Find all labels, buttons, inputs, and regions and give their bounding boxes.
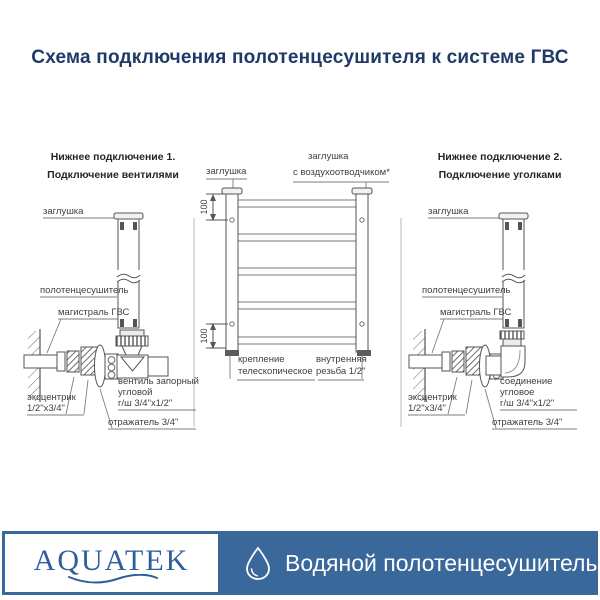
right-header-line1: Нижнее подключение 2.	[437, 151, 563, 163]
right-section-header	[405, 149, 595, 184]
label-eccentric: эксцентрик 1/2"x3/4"	[27, 392, 76, 414]
right-header-line2: Подключение уголками	[438, 168, 562, 181]
label-angle-valve: вентиль запорный угловой г/ш 3/4"x1/2"	[118, 376, 199, 409]
air-vent-cap	[352, 188, 372, 194]
label-hws-main: магистраль ГВС	[58, 307, 130, 318]
label-cap: заглушка	[428, 206, 469, 217]
rail-foot	[225, 350, 239, 356]
water-drop-icon	[244, 546, 272, 580]
dimension-lines	[206, 194, 228, 348]
reflector-cup	[95, 345, 106, 387]
left-header-line1: Нижнее подключение 1.	[50, 151, 176, 163]
label-eccentric: эксцентрик 1/2"x3/4"	[408, 392, 457, 414]
page-title: Схема подключения полотенцесушителя к системе ГВС	[31, 47, 569, 68]
eccentric-fitting	[452, 351, 464, 372]
label-hws-main: магистраль ГВС	[440, 307, 512, 318]
cap	[499, 213, 528, 219]
dimension-100-bottom: 100	[199, 328, 209, 344]
label-cap: заглушка	[43, 206, 84, 217]
supply-pipe	[24, 355, 58, 368]
cap	[222, 188, 242, 194]
valve-handle	[116, 336, 148, 346]
dimension-100-top: 100	[199, 199, 209, 215]
brand-logo-box	[5, 534, 218, 592]
brand-logo-text: AQUATEK	[33, 544, 190, 577]
center-diagram-art	[206, 179, 389, 380]
label-reflector: отражатель 3/4"	[108, 417, 179, 428]
product-title: Водяной полотенцесушитель	[285, 549, 598, 576]
label-inner-thread: внутренняя резьба 1/2"	[316, 354, 367, 377]
label-air-vent-cap-line2: с воздухоотводчиком*	[293, 167, 390, 178]
label-towel-rail: полотенцесушитель	[40, 285, 129, 296]
label-air-vent-cap-line1: заглушка	[308, 151, 349, 162]
left-section-header	[18, 149, 208, 184]
label-cap-left: заглушка	[206, 166, 247, 177]
elbow-connector	[501, 346, 525, 377]
section-dividers	[194, 218, 401, 427]
label-telescopic-bracket: крепление телескопическое	[238, 354, 313, 377]
supply-pipe	[409, 355, 443, 368]
label-elbow-connection: соединение угловое г/ш 3/4"x1/2"	[500, 376, 555, 409]
eccentric-fitting	[67, 351, 79, 372]
label-reflector: отражатель 3/4"	[492, 417, 563, 428]
label-towel-rail: полотенцесушитель	[422, 285, 511, 296]
brand-wave-decoration	[67, 574, 159, 586]
cap	[114, 213, 143, 219]
left-header-line2: Подключение вентилями	[47, 168, 179, 181]
